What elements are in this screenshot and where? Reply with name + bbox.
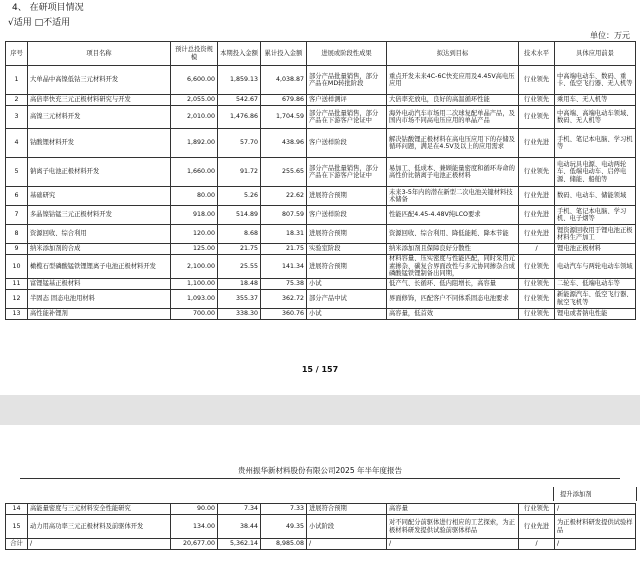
total-tech-level-cell: / (519, 539, 555, 550)
total-cumulative-investment-cell: 8,985.08 (261, 539, 307, 550)
total-budget-cell: 134.00 (171, 515, 218, 539)
total-budget-cell: 1,660.00 (171, 158, 218, 187)
total-budget-cell: 1,093.00 (171, 289, 218, 308)
progress-cell: 进展符合预期 (307, 225, 387, 244)
tech-level-cell: 行业领先 (519, 95, 555, 106)
carryover-text: 提升添加剂 (560, 491, 592, 498)
project-name-cell: 纳米添加剂的合成 (28, 244, 171, 255)
total-application-prospect-cell: / (555, 539, 636, 550)
target-cell: 材料容量、压实密度与性能匹配，同时采用元素掺杂、碳复合界面改性与多元协同掺杂合成磷酸锰铁锂制备出同期， (387, 255, 519, 279)
tech-level-cell: 行业先进 (519, 129, 555, 158)
progress-cell: 部分产品批量销售，部分产品在下游客户论证中 (307, 158, 387, 187)
header-cell: 本期投入金额 (218, 42, 261, 66)
target-cell: 解决钴酸锂正极材料在高电压应用下的存储及循环问题，满足在4.5V及以上的应用需求 (387, 129, 519, 158)
target-cell: 对不同配分前驱体进行相应的工艺探索，为正极材料研发提供试验前驱体样品 (387, 515, 519, 539)
total-total-budget-cell: 20,677.00 (171, 539, 218, 550)
application-prospect-cell: 新能源汽车、低空飞行器、航空飞机等 (555, 289, 636, 308)
tech-level-cell: 行业先进 (519, 187, 555, 206)
cumulative-investment-cell: 255.65 (261, 158, 307, 187)
cumulative-investment-cell: 1,704.59 (261, 106, 307, 129)
cumulative-investment-cell: 22.62 (261, 187, 307, 206)
table-row (6, 95, 636, 106)
row-number-cell: 13 (6, 308, 28, 319)
table-row (6, 308, 636, 319)
unit-label: 单位：万元 (590, 31, 630, 40)
cumulative-investment-cell: 141.34 (261, 255, 307, 279)
total-budget-cell: 700.00 (171, 308, 218, 319)
progress-cell: 部分产品批量销售，部分产品在下游客户论证中 (307, 106, 387, 129)
total-row (6, 539, 636, 550)
target-cell: 低产气、长循环、低内阻增长，高容量 (387, 278, 519, 289)
target-cell: 高容量 (387, 504, 519, 515)
total-current-investment-cell: 5,362.14 (218, 539, 261, 550)
total-budget-cell: 2,055.00 (171, 95, 218, 106)
table-row (6, 244, 636, 255)
application-prospect-cell: 手机、笔记本电脑、学习机等 (555, 129, 636, 158)
research-projects-table-continued (5, 503, 636, 550)
cumulative-investment-cell: 438.96 (261, 129, 307, 158)
row-number-cell: 5 (6, 158, 28, 187)
progress-cell: 小试 (307, 308, 387, 319)
target-cell: 易加工、低成本、兼顾能量密度和循环寿命的高性价比钠离子电池正极材料 (387, 158, 519, 187)
target-cell: 资源回收、综合利用、降低能耗、降本节能 (387, 225, 519, 244)
page-separator (0, 395, 640, 425)
progress-cell: 客户送样测评 (307, 95, 387, 106)
tech-level-cell: / (519, 244, 555, 255)
progress-cell: 实验室阶段 (307, 244, 387, 255)
progress-cell: 进展符合预期 (307, 504, 387, 515)
row-number-cell: 9 (6, 244, 28, 255)
row-number-cell: 8 (6, 225, 28, 244)
header-cell: 累计投入金额 (261, 42, 307, 66)
current-investment-cell: 5.26 (218, 187, 261, 206)
tech-level-cell: 行业领先 (519, 158, 555, 187)
current-investment-cell: 1,859.13 (218, 66, 261, 95)
cumulative-investment-cell: 360.76 (261, 308, 307, 319)
application-prospect-cell: 为正极材料研发提供试验样品 (555, 515, 636, 539)
row-number-cell: 2 (6, 95, 28, 106)
project-name-cell: 资源回收、综合利用 (28, 225, 171, 244)
total-project-name-cell: / (28, 539, 171, 550)
header-cell: 序号 (6, 42, 28, 66)
target-cell: 未来3-5年内的潜在新型二次电池关键材料技术储备 (387, 187, 519, 206)
application-prospect-cell: 手机、笔记本电脑、学习机、电子烟等 (555, 206, 636, 225)
tech-level-cell: 行业领先 (519, 504, 555, 515)
target-cell: 性能匹配4.45-4.48V纯LCO要求 (387, 206, 519, 225)
table-header-row (6, 42, 636, 66)
applicability-checkbox-line: √适用 □不适用 (8, 18, 71, 28)
application-prospect-cell: 二轮车、低端电动车等 (555, 278, 636, 289)
header-cell: 技术水平 (519, 42, 555, 66)
current-investment-cell: 91.72 (218, 158, 261, 187)
application-prospect-cell: 锂电或者钠电性能 (555, 308, 636, 319)
total-row-number-cell: 合计 (6, 539, 28, 550)
cumulative-investment-cell: 21.75 (261, 244, 307, 255)
project-name-cell: 高能量密度与三元材料安全性能研究 (28, 504, 171, 515)
cumulative-investment-cell: 4,038.87 (261, 66, 307, 95)
cumulative-investment-cell: 75.38 (261, 278, 307, 289)
application-prospect-cell: 数码、电动车、储能领域 (555, 187, 636, 206)
tech-level-cell: 行业领先 (519, 278, 555, 289)
total-budget-cell: 80.00 (171, 187, 218, 206)
section-heading: 4、 在研项目情况 (12, 3, 84, 13)
current-investment-cell: 21.75 (218, 244, 261, 255)
application-prospect-cell: 中高端电动车、数码、重卡、低空飞行器、无人机等 (555, 66, 636, 95)
current-investment-cell: 18.48 (218, 278, 261, 289)
tech-level-cell: 行业领先 (519, 308, 555, 319)
cumulative-investment-cell: 49.35 (261, 515, 307, 539)
cumulative-investment-cell: 679.86 (261, 95, 307, 106)
current-investment-cell: 25.55 (218, 255, 261, 279)
current-investment-cell: 542.67 (218, 95, 261, 106)
table-row (6, 225, 636, 244)
total-budget-cell: 1,100.00 (171, 278, 218, 289)
target-cell: 重点开发未来4C-6C快充应用及4.45V高电压应用 (387, 66, 519, 95)
row-number-cell: 12 (6, 289, 28, 308)
total-target-cell: / (387, 539, 519, 550)
project-name-cell: 半固态 固态电池用材料 (28, 289, 171, 308)
header-cell: 拟达到目标 (387, 42, 519, 66)
table-row (6, 289, 636, 308)
current-investment-cell: 7.34 (218, 504, 261, 515)
page-number: 15 / 157 (301, 365, 339, 374)
report-running-header: 贵州振华新材料股份有限公司2025 年半年度报告 (238, 466, 402, 475)
tech-level-cell: 行业先进 (519, 515, 555, 539)
tech-level-cell: 行业领先 (519, 255, 555, 279)
project-name-cell: 高倍率快充三元正极材料研究与开发 (28, 95, 171, 106)
tech-level-cell: 行业领先 (519, 66, 555, 95)
table-row (6, 66, 636, 95)
application-prospect-cell: / (555, 504, 636, 515)
total-budget-cell: 120.00 (171, 225, 218, 244)
header-cell: 进展或阶段性成果 (307, 42, 387, 66)
table-row (6, 206, 636, 225)
total-budget-cell: 1,892.00 (171, 129, 218, 158)
table-row (6, 515, 636, 539)
header-divider (20, 478, 620, 479)
progress-cell: 客户送样阶段 (307, 206, 387, 225)
target-cell: 大倍率充放电，良好的高温循环性能 (387, 95, 519, 106)
row-number-cell: 10 (6, 255, 28, 279)
progress-cell: 进展符合预期 (307, 255, 387, 279)
cumulative-investment-cell: 807.59 (261, 206, 307, 225)
current-investment-cell: 57.70 (218, 129, 261, 158)
target-cell: 海外电动汽车市场用二次球复配单晶产品，及国内市场不同高电压应用的单晶产品 (387, 106, 519, 129)
target-cell: 高容量，低首效 (387, 308, 519, 319)
table-row (6, 158, 636, 187)
header-cell: 具体应用前景 (555, 42, 636, 66)
cumulative-investment-cell: 362.72 (261, 289, 307, 308)
header-cell: 预计总投资规模 (171, 42, 218, 66)
total-progress-cell: / (307, 539, 387, 550)
current-investment-cell: 355.37 (218, 289, 261, 308)
row-number-cell: 4 (6, 129, 28, 158)
project-name-cell: 高性能补锂剂 (28, 308, 171, 319)
progress-cell: 进展符合预期 (307, 187, 387, 206)
target-cell: 界面修饰，匹配客户不同体系固态电池要求 (387, 289, 519, 308)
current-investment-cell: 514.89 (218, 206, 261, 225)
row-number-cell: 1 (6, 66, 28, 95)
application-prospect-cell: 锂资源回收用于锂电池正极材料生产加工 (555, 225, 636, 244)
table-row (6, 129, 636, 158)
progress-cell: 部分产品批量销售，部分产品在MD转批阶段 (307, 66, 387, 95)
research-projects-table (5, 41, 636, 320)
application-prospect-cell: 中高端、高端电动车领域、数码、无人机等 (555, 106, 636, 129)
header-cell: 项目名称 (28, 42, 171, 66)
cumulative-investment-cell: 7.33 (261, 504, 307, 515)
tech-level-cell: 行业先进 (519, 225, 555, 244)
total-budget-cell: 6,600.00 (171, 66, 218, 95)
application-prospect-cell: 电动汽车与两轮电动车领域 (555, 255, 636, 279)
cumulative-investment-cell: 18.31 (261, 225, 307, 244)
project-name-cell: 基础研究 (28, 187, 171, 206)
project-name-cell: 钴酸锂材料开发 (28, 129, 171, 158)
report-page-bottom (0, 425, 640, 575)
application-prospect-cell: 电动玩具电源、电动两轮车、低端电动车、启停电源、储能、船舶等 (555, 158, 636, 187)
project-name-cell: 富锂锰基正极材料 (28, 278, 171, 289)
tech-level-cell: 行业领先 (519, 106, 555, 129)
row-number-cell: 3 (6, 106, 28, 129)
table-row (6, 187, 636, 206)
progress-cell: 小试阶段 (307, 515, 387, 539)
current-investment-cell: 38.44 (218, 515, 261, 539)
row-number-cell: 15 (6, 515, 28, 539)
application-prospect-cell: 锂电池正极材料 (555, 244, 636, 255)
current-investment-cell: 1,476.86 (218, 106, 261, 129)
project-name-cell: 大单晶中高镍低钴三元材料开发 (28, 66, 171, 95)
target-cell: 纳米添加剂且保障良好分散性 (387, 244, 519, 255)
current-investment-cell: 338.30 (218, 308, 261, 319)
application-prospect-cell: 乘用车、无人机等 (555, 95, 636, 106)
progress-cell: 小试 (307, 278, 387, 289)
progress-cell: 客户送样阶段 (307, 129, 387, 158)
table-row (6, 255, 636, 279)
table-row (6, 106, 636, 129)
row-number-cell: 14 (6, 504, 28, 515)
project-name-cell: 高镍三元材料开发 (28, 106, 171, 129)
total-budget-cell: 918.00 (171, 206, 218, 225)
total-budget-cell: 2,010.00 (171, 106, 218, 129)
project-name-cell: 动力用高功率三元正极材料及前驱体开发 (28, 515, 171, 539)
total-budget-cell: 2,100.00 (171, 255, 218, 279)
current-investment-cell: 8.68 (218, 225, 261, 244)
table-row (6, 278, 636, 289)
total-budget-cell: 125.00 (171, 244, 218, 255)
row-number-cell: 7 (6, 206, 28, 225)
progress-cell: 部分产品中试 (307, 289, 387, 308)
row-number-cell: 11 (6, 278, 28, 289)
project-name-cell: 橄榄石型磷酸锰铁锂锂离子电池正极材料开发 (28, 255, 171, 279)
tech-level-cell: 行业领先 (519, 289, 555, 308)
total-budget-cell: 90.00 (171, 504, 218, 515)
tech-level-cell: 行业先进 (519, 206, 555, 225)
project-name-cell: 钠离子电池正极材料开发 (28, 158, 171, 187)
table-row (6, 504, 636, 515)
row-number-cell: 6 (6, 187, 28, 206)
project-name-cell: 多晶镍钴锰三元正极材料开发 (28, 206, 171, 225)
